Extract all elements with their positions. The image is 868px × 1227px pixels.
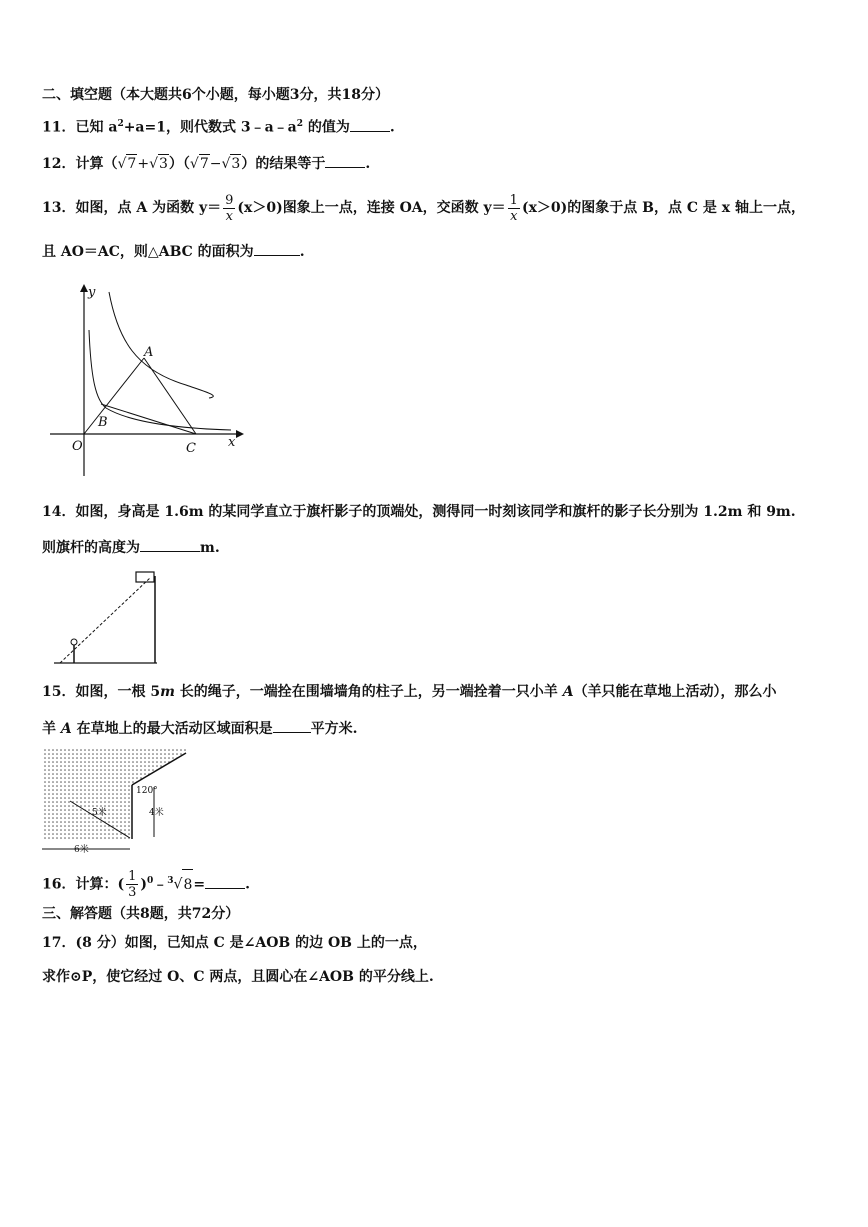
label-C: C [186,441,196,456]
q11-sup2: 2 [296,119,303,129]
q13-end: . [299,244,305,260]
grass-area [42,747,186,839]
q14-line2-a: 则旗杆的高度为 [42,540,140,556]
answer-blank[interactable] [140,537,200,552]
fraction-1-over-x [508,193,520,224]
question-17-line-2: 求作⊙P，使它经过 O、C 两点，且圆心在∠AOB 的平分线上. [42,969,434,985]
q11-text-c: 的值为 [303,119,350,136]
question-14-line-2 [42,537,220,557]
segment-OA [84,358,144,434]
q12-radicand-1: 7 [127,156,137,172]
q15-line1-a: 15．如图，一根 5 [42,684,161,700]
label-O: O [72,439,83,454]
frac-den: x [225,208,233,224]
q11-text-b: +a=1，则代数式 3﹣a﹣a [123,119,297,136]
curve-1-over-x [89,330,231,430]
fraction-9-over-x [223,193,235,224]
q12-text-b: ）的结果等于 [241,156,326,172]
answer-blank[interactable] [254,241,300,256]
x-axis-arrow [236,430,244,438]
answer-blank[interactable] [325,153,365,168]
q11-text-a: 11．已知 a [42,119,118,136]
q16-text-b: ) [140,876,148,893]
q13-line2-a: 且 AO＝AC，则△ABC 的面积为 [42,244,254,260]
sqrt-symbol: √ [117,156,127,172]
q16-text-a: 16．计算：( [42,876,125,893]
q15-line1-b: 长的绳子，一端拴在围墙墙角的柱子上，另一端拴着一只小羊 [174,684,563,700]
q16-text-d: = [193,876,206,893]
question-14-line-1: 14．如图，身高是 1.6m 的某同学直立于旗杆影子的顶端处，测得同一时刻该同学和旗杆的影子长分别为 1.2m 和 9m. [42,504,796,520]
figure-hyperbola-graph [46,280,246,480]
frac-num: 1 [509,192,518,208]
answer-blank[interactable] [350,117,390,132]
question-12 [42,153,370,173]
frac-den: x [510,208,518,224]
q13-text-c: (x＞0)的图象于点 B，点 C 是 x 轴上一点， [521,200,805,216]
q12-text-a: 12．计算（ [42,156,118,172]
sqrt-symbol: √ [189,156,199,172]
question-17-line-1: 17．(8 分）如图，已知点 C 是∠AOB 的边 OB 上的一点， [42,935,427,951]
q12-plus: + [137,156,150,172]
answer-blank[interactable] [205,874,245,889]
q12-mid: ）（ [168,156,190,172]
q15-line2-b: 在草地上的最大活动区域面积是 [71,721,273,737]
q13-text-b: (x＞0)图象上一点，连接 OA，交函数 y＝ [237,200,506,216]
question-11 [42,115,395,137]
question-13-line-1 [42,190,805,226]
question-13-line-2 [42,241,305,261]
section-heading-solutions: 三、解答题（共8题，共72分） [42,906,240,922]
q16-root-index: 3 [167,876,174,886]
y-axis-arrow [80,284,88,292]
q16-text-c: ﹣ [153,876,168,893]
label-A: A [144,345,154,360]
figure-wall-and-goat [40,745,190,857]
figure-flagpole [52,566,162,668]
q12-end: . [365,156,371,172]
q16-end: . [245,876,250,893]
q13-text-a: 13．如图，点 A 为函数 y＝ [42,200,222,216]
q12-minus: − [209,156,222,172]
q15-A: A [562,684,574,700]
q15-end: 平方米. [310,721,358,737]
flag-icon [136,572,154,582]
base-length-label: 6米 [74,845,89,855]
fraction-1-over-3 [126,869,138,900]
q12-radicand-4: 3 [231,156,241,172]
question-16 [42,866,250,900]
frac-num: 1 [128,869,137,885]
segment-BC [101,404,196,434]
q11-sup: 2 [117,119,124,129]
label-y: y [88,285,96,300]
section-heading-fill-in: 二、填空题（本大题共6个小题，每小题3分，共18分） [42,87,389,103]
q15-A2: A [60,721,72,737]
question-15-line-2 [42,718,358,738]
q15-m: m [160,684,175,700]
q16-sup: 0 [147,876,154,886]
label-B: B [98,415,108,430]
q11-end: . [389,119,395,136]
sqrt-symbol: √ [221,156,231,172]
sqrt-symbol: √ [149,156,158,172]
q12-radicand-2: 3 [158,156,168,172]
question-15-line-1 [42,683,777,701]
angle-label: 120° [136,786,158,796]
sqrt-symbol: √ [173,876,183,893]
answer-blank[interactable] [273,718,311,733]
label-x: x [228,435,236,450]
q14-end: m. [200,540,220,556]
rope-label: 5米 [92,808,107,818]
frac-num: 9 [225,192,234,208]
person-head-icon [71,639,77,645]
q15-line2-a: 羊 [42,721,61,737]
q12-radicand-3: 7 [199,156,209,172]
q15-line1-c: （羊只能在草地上活动），那么小 [573,684,777,700]
frac-den: 3 [128,885,137,901]
q16-radicand: 8 [182,869,193,900]
wall-length-label: 4米 [149,808,164,818]
